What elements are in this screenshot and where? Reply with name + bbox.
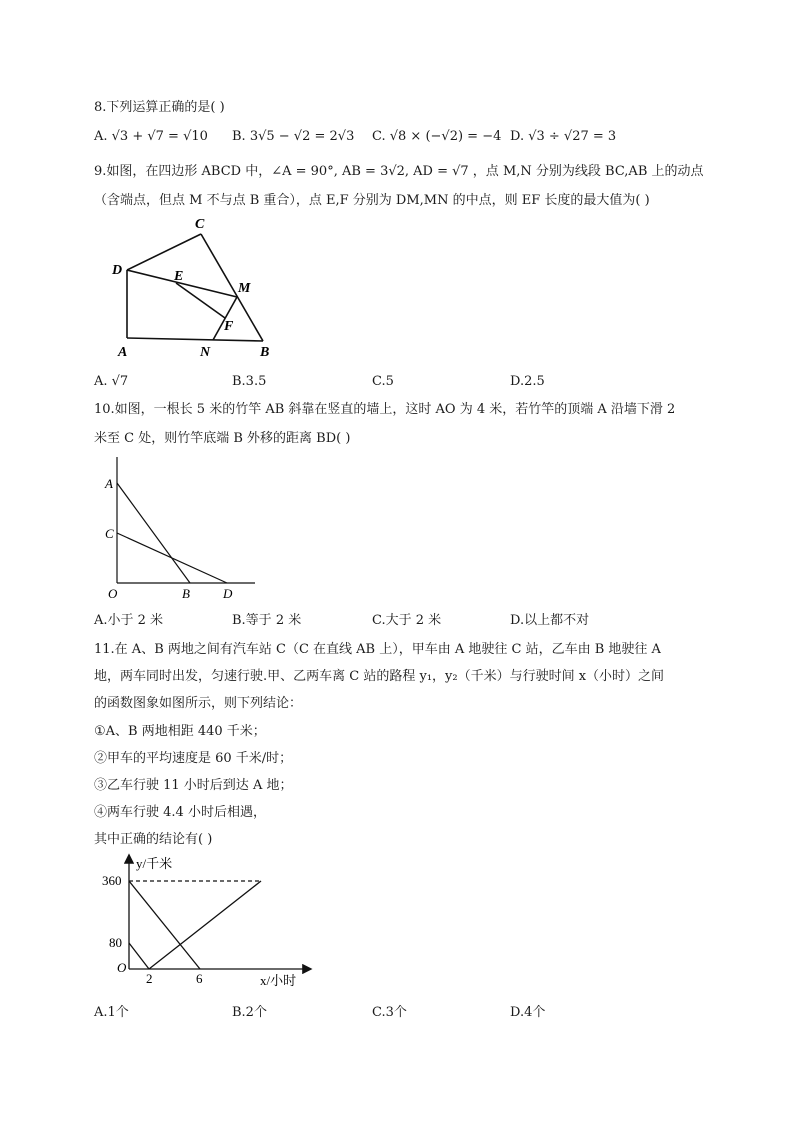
q9-option-a: A. √7 [94,374,129,389]
q9-label-b: B [260,345,270,360]
q11-stem-line3: 的函数图象如图所示，则下列结论： [94,696,303,711]
q10-label-a: A [105,476,113,491]
q9-figure [100,210,290,370]
q9-option-d: D.2.5 [510,374,545,389]
q9-option-c: C.5 [372,374,394,389]
q11-y-axis-label: y/千米 [136,856,173,871]
q8-option-d: D. √3 ÷ √27 = 3 [510,129,617,144]
q10-option-c: C.大于 2 米 [372,613,442,628]
q11-y-tick-360: 360 [102,873,122,888]
q10-label-o: O [108,586,118,601]
q11-conclusion: 其中正确的结论有( ) [94,832,213,847]
q9-stem-line2: （含端点，但点 M 不与点 B 重合），点 E,F 分别为 DM,MN 的中点，则 EF 长度的最大值为( ) [94,193,650,208]
q11-stem-line2: 地，两车同时出发，匀速行驶.甲、乙两车离 C 站的路程 y₁，y₂（千米）与行驶时间 x（小时）之间 [94,669,665,684]
q11-option-b: B.2个 [232,1005,267,1020]
q11-option-a: A.1个 [94,1005,129,1020]
q10-stem-line1: 10.如图，一根长 5 米的竹竿 AB 斜靠在竖直的墙上，这时 AO 为 4 米，若竹竿的顶端 A 沿墙下滑 2 [94,402,676,417]
q9-label-a: A [118,345,128,360]
q9-option-b: B.3.5 [232,374,267,389]
q8-option-c: C. √8 × (−√2) = −4 [372,129,502,144]
q11-origin-label: O [117,960,127,975]
q11-item-2: ②甲车的平均速度是 60 千米/时； [94,751,293,766]
q11-graph [100,852,320,992]
q10-figure [100,455,265,603]
q11-item-4: ④两车行驶 4.4 小时后相遇， [94,805,266,820]
q10-option-d: D.以上都不对 [510,613,590,628]
q11-x-tick-2: 2 [146,971,153,986]
q11-option-d: D.4个 [510,1005,546,1020]
q11-option-c: C.3个 [372,1005,407,1020]
q10-label-b: B [182,586,190,601]
q11-x-axis-label: x/小时 [260,973,297,988]
q11-item-3: ③乙车行驶 11 小时后到达 A 地； [94,778,293,793]
q9-stem-line1: 9.如图，在四边形 ABCD 中，∠A = 90°, AB = 3√2, AD = √7 ，点 M,N 分别为线段 BC,AB 上的动点 [94,164,704,179]
q10-option-a: A.小于 2 米 [94,613,164,628]
q11-y-tick-80: 80 [109,935,122,950]
q11-item-1: ①A、B 两地相距 440 千米； [94,724,266,739]
q8-stem: 8.下列运算正确的是( ) [94,100,225,115]
q8-option-b: B. 3√5 − √2 = 2√3 [232,129,355,144]
q10-option-b: B.等于 2 米 [232,613,302,628]
q11-stem-line1: 11.在 A、B 两地之间有汽车站 C（C 在直线 AB 上），甲车由 A 地驶往 C 站，乙车由 B 地驶往 A [94,642,661,657]
q9-label-f: F [224,319,234,334]
q10-label-c: C [105,526,114,541]
q9-label-m: M [238,281,251,296]
q9-label-d: D [112,263,123,278]
q10-stem-line2: 米至 C 处，则竹竿底端 B 外移的距离 BD( ) [94,431,351,446]
q9-label-e: E [174,269,184,284]
q10-label-d: D [223,586,233,601]
q9-label-n: N [200,345,211,360]
q8-option-a: A. √3 + √7 = √10 [94,129,208,144]
q9-label-c: C [195,217,205,232]
q11-x-tick-6: 6 [196,971,203,986]
